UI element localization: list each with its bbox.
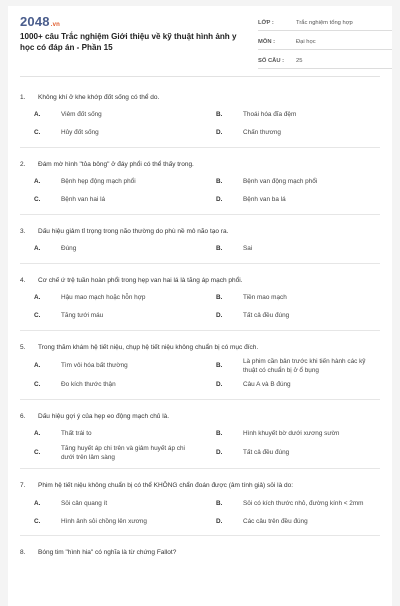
answer-option[interactable]	[20, 242, 194, 257]
option-text: Là phim cần bản trước khi tiến hành các kỹ thuật có chuẩn bị ở ổ bụng	[243, 358, 366, 374]
answer-option[interactable]	[20, 358, 194, 375]
option-letter: A.	[34, 111, 41, 119]
question-item	[20, 477, 380, 536]
option-letter: B.	[216, 178, 223, 186]
question-item	[20, 223, 380, 264]
question-text-row	[20, 223, 380, 242]
meta-key: MÔN :	[258, 38, 276, 45]
answer-option[interactable]	[202, 242, 376, 257]
option-letter: D.	[216, 196, 223, 204]
option-letter: B.	[216, 499, 223, 507]
question-item	[20, 272, 380, 331]
answer-option[interactable]	[202, 309, 376, 324]
option-text: Bệnh van động mạch phổi	[243, 178, 318, 186]
question-number: 1.	[20, 94, 26, 101]
option-letter: D.	[216, 381, 223, 389]
answer-option[interactable]	[20, 108, 194, 123]
option-text: Tìm vôi hóa bất thường	[61, 362, 128, 370]
question-item	[20, 544, 380, 569]
option-letter: B.	[216, 362, 223, 370]
option-letter: B.	[216, 111, 223, 119]
question-text: Cơ chế ứ trệ tuần hoàn phổi trong hẹp van hai lá là tăng áp mạch phổi.	[38, 277, 243, 284]
answer-option[interactable]	[20, 193, 194, 208]
question-text: Phim hệ tiết niệu không chuẩn bị có thể KHÔNG chẩn đoán được (âm tính giả) sỏi là do:	[38, 482, 294, 490]
question-number: 2.	[20, 161, 26, 168]
answer-option[interactable]	[202, 514, 376, 529]
option-letter: D.	[216, 312, 223, 320]
answer-options	[20, 242, 380, 257]
site-logo[interactable]	[20, 14, 60, 29]
option-text: Sai	[243, 245, 253, 253]
question-text: Không khí ở khe khớp đốt sống có thể do.	[38, 94, 160, 101]
option-letter: C.	[34, 449, 41, 457]
option-letter: C.	[34, 517, 41, 525]
option-text: Viêm đốt sống	[61, 111, 102, 119]
question-text: Trong thăm khám hệ tiết niệu, chụp hệ tiết niệu không chuẩn bị có mục đích.	[38, 344, 259, 351]
option-text: Tăng tưới máu	[61, 312, 104, 320]
answer-option[interactable]	[202, 193, 376, 208]
question-text-row	[20, 544, 380, 563]
answer-option[interactable]	[202, 427, 376, 442]
option-letter: D.	[216, 517, 223, 525]
answer-options	[20, 496, 380, 529]
option-text: Chấn thương	[243, 129, 281, 137]
answer-options	[20, 175, 380, 208]
question-text-row	[20, 408, 380, 427]
document-meta	[258, 15, 392, 72]
option-text: Bệnh van ba lá	[243, 196, 286, 204]
answer-option[interactable]	[20, 291, 194, 306]
question-item	[20, 89, 380, 148]
question-list	[20, 77, 380, 569]
question-number: 5.	[20, 344, 26, 351]
question-number: 6.	[20, 413, 26, 421]
answer-option[interactable]	[202, 378, 376, 393]
option-letter: A.	[34, 245, 41, 253]
option-text: Câu A và B đúng	[243, 381, 291, 389]
question-text-row	[20, 156, 380, 175]
option-letter: B.	[216, 294, 223, 302]
meta-row-subject	[258, 34, 392, 50]
question-number: 4.	[20, 277, 26, 284]
logo-suffix: .vn	[50, 22, 61, 28]
option-text: Sỏi cản quang ít	[61, 499, 108, 507]
option-text: Các câu trên đều đúng	[243, 517, 308, 525]
option-letter: C.	[34, 312, 41, 320]
question-text-row	[20, 477, 380, 496]
option-text: Hậu mao mạch hoặc hỗn hợp	[61, 294, 146, 302]
answer-options	[20, 427, 380, 462]
document-page	[8, 6, 392, 606]
answer-option[interactable]	[202, 445, 376, 462]
option-text: Hình ảnh sỏi chồng lên xương	[61, 517, 147, 525]
meta-value: 25	[296, 57, 303, 64]
question-text: Bóng tim "hình hia" có nghĩa là từ chứng Fallot?	[38, 549, 177, 557]
question-number: 3.	[20, 228, 26, 235]
option-text: Thất trái to	[61, 430, 92, 438]
meta-value: Trắc nghiệm tổng hợp	[296, 19, 353, 26]
answer-options	[20, 108, 380, 141]
question-text: Dấu hiệu gợi ý của hẹp eo động mạch chủ là.	[38, 413, 170, 421]
option-letter: C.	[34, 129, 41, 137]
logo-brand: 2048	[20, 14, 50, 29]
meta-key: SỐ CÂU :	[258, 57, 285, 64]
answer-option[interactable]	[20, 496, 194, 511]
option-letter: C.	[34, 381, 41, 389]
answer-option[interactable]	[20, 126, 194, 141]
question-text-row	[20, 89, 380, 108]
option-letter: A.	[34, 430, 41, 438]
option-text: Đo kích thước thận	[61, 381, 116, 389]
answer-option[interactable]	[202, 496, 376, 511]
answer-option[interactable]	[20, 514, 194, 529]
document-title: 1000+ câu Trắc nghiệm Giới thiệu về kỹ thuật hình ảnh y học có đáp án - Phần 15	[20, 32, 237, 52]
answer-option[interactable]	[20, 427, 194, 442]
question-item	[20, 156, 380, 215]
question-text-row	[20, 272, 380, 291]
answer-option[interactable]	[202, 126, 376, 141]
option-text: Tiền mao mạch	[243, 294, 287, 302]
meta-row-class	[258, 15, 392, 31]
option-text: Bệnh van hai lá	[61, 196, 106, 204]
option-letter: A.	[34, 362, 41, 370]
option-letter: A.	[34, 178, 41, 186]
option-letter: A.	[34, 294, 41, 302]
option-text: Đúng	[61, 245, 77, 253]
option-text: Tất cả đều đúng	[243, 312, 290, 320]
answer-options	[20, 358, 380, 393]
question-text: Đám mờ hình "tỏa bông" ở đáy phổi có thể thấy trong.	[38, 161, 194, 168]
option-text: Thoái hóa đĩa đệm	[243, 111, 297, 119]
answer-option[interactable]	[20, 445, 194, 462]
answer-option[interactable]	[202, 358, 376, 375]
answer-option[interactable]	[202, 108, 376, 123]
option-text: Hủy đốt sống	[61, 129, 99, 137]
option-text: Bệnh hẹp động mạch phổi	[61, 178, 136, 186]
question-number: 8.	[20, 549, 26, 557]
option-letter: D.	[216, 129, 223, 137]
answer-option[interactable]	[20, 378, 194, 393]
answer-option[interactable]	[20, 175, 194, 190]
answer-option[interactable]	[202, 175, 376, 190]
question-number: 7.	[20, 482, 26, 490]
answer-options	[20, 291, 380, 324]
option-text: Hình khuyết bờ dưới xương sườn	[243, 430, 340, 438]
option-letter: B.	[216, 245, 223, 253]
question-text: Dấu hiệu giảm tỉ trọng trong não thường do phù nề mô não tạo ra.	[38, 228, 229, 235]
question-item	[20, 408, 380, 469]
question-text-row	[20, 339, 380, 358]
option-text: Sỏi có kích thước nhỏ, đường kính < 2mm	[243, 499, 364, 507]
option-text: Tăng huyết áp chi trên và giảm huyết áp chi dưới trên lâm sàng	[61, 445, 185, 461]
meta-row-count	[258, 53, 392, 69]
option-text: Tất cả đều đúng	[243, 449, 290, 457]
option-letter: D.	[216, 449, 223, 457]
meta-key: LỚP :	[258, 19, 274, 26]
option-letter: C.	[34, 196, 41, 204]
meta-value: Đại học	[296, 38, 316, 45]
question-item	[20, 339, 380, 400]
answer-option[interactable]	[202, 291, 376, 306]
option-letter: B.	[216, 430, 223, 438]
answer-option[interactable]	[20, 309, 194, 324]
option-letter: A.	[34, 499, 41, 507]
document-header	[20, 6, 380, 68]
